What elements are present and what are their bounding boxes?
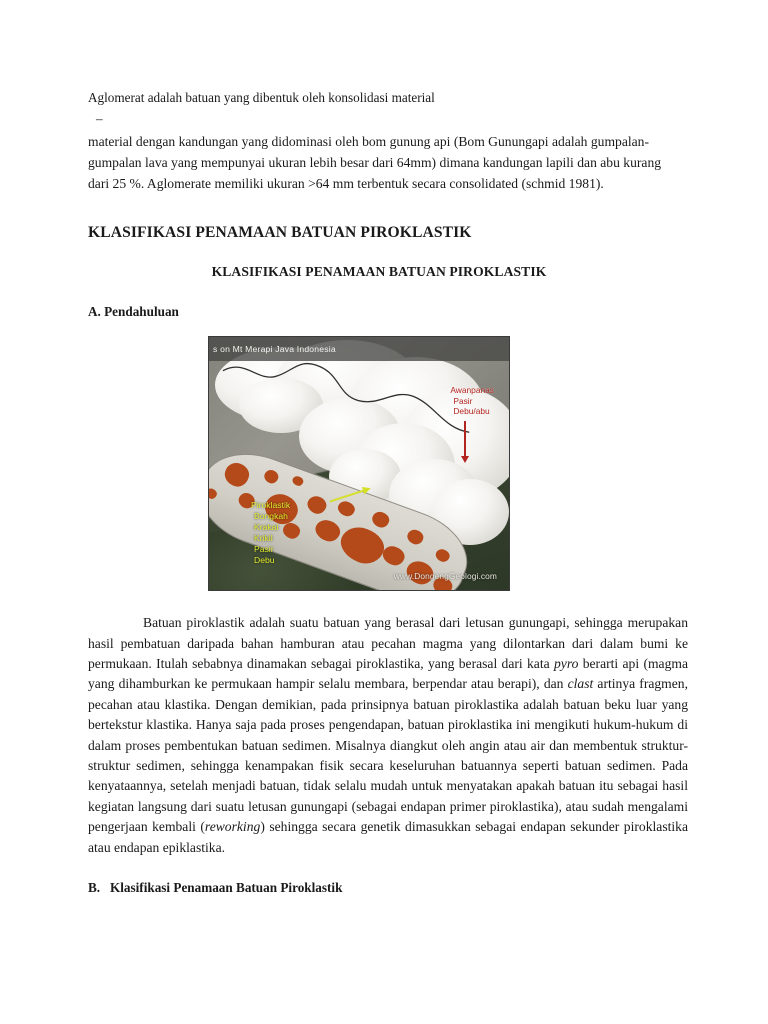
figure-container xyxy=(88,336,688,591)
section-b-label: Klasifikasi Penamaan Batuan Piroklastik xyxy=(110,879,343,895)
paragraph-part-1: Batuan piroklastik adalah suatu batuan yang berasal dari letusan gunungapi, sehingga merupakan hasil pembatuan daripada bahan hamburan atau pecahan magma yang dilontarkan dari dalam bumi ke permukaan. Itulah sebabnya dinamakan sebagai piroklastika, yang berasal dari kata xyxy=(88,615,688,672)
awanpanas-label xyxy=(450,385,494,416)
section-b-marker: B. xyxy=(88,879,101,895)
arrow-down-icon xyxy=(464,421,466,457)
awanpanas-item-1: Debu/abu xyxy=(453,405,490,416)
page-title: KLASIFIKASI PENAMAAN BATUAN PIROKLASTIK xyxy=(88,224,472,242)
figure-banner-caption: s on Mt Merapi Java Indonesia xyxy=(209,337,509,361)
italic-clast: clast xyxy=(567,676,594,692)
section-heading-a: A. Pendahuluan xyxy=(88,304,179,320)
piroklastik-item-4: Debu xyxy=(254,554,275,565)
paragraph-part-4: ) sehingga secara genetik dimasukkan sebagai endapan sekunder piroklastika atau endapan epiklastika. xyxy=(88,819,688,855)
piroklastik-label xyxy=(251,500,290,565)
piroklastik-item-3: Pasir xyxy=(254,543,274,554)
main-paragraph xyxy=(88,613,688,858)
piroklastik-title: Piroklastik xyxy=(251,500,291,511)
figure-watermark: www.DongengGeologi.com xyxy=(393,571,497,582)
piroklastik-item-2: Krikil xyxy=(254,532,273,543)
awanpanas-title: Awanpanas xyxy=(450,385,494,396)
intro-paragraph: material dengan kandungan yang didominasi oleh bom gunung api (Bom Gunungapi adalah gumpalan-gumpalan lava yang mempunyai ukuran lebih besar dari 64mm) dimana kandungan lapili dan abu kurang dari 25 %. Aglomerate memiliki ukuran >64 mm terbentuk secara consolidated (schmid 1981). xyxy=(88,134,662,191)
awanpanas-item-0: Pasir xyxy=(453,395,473,406)
section-heading-b xyxy=(88,880,688,896)
piroklastik-item-1: Krakal xyxy=(254,522,279,533)
intro-line-1: Aglomerat adalah batuan yang dibentuk oleh konsolidasi material xyxy=(88,90,435,105)
italic-pyro: pyro xyxy=(553,656,579,672)
piroklastik-item-0: Bongkah xyxy=(254,511,288,522)
paragraph-part-2: berarti api (magma yang dihamburkan ke permukaan hampir selalu membara, berpendar atau berapi), dan xyxy=(88,656,688,692)
italic-reworking: reworking xyxy=(204,819,261,835)
pyroclastic-flow-figure xyxy=(208,336,510,591)
page-subtitle: KLASIFIKASI PENAMAAN BATUAN PIROKLASTIK xyxy=(211,264,547,280)
intro-dash: – xyxy=(96,111,103,127)
paragraph-part-3: artinya fragmen, pecahan atau klastika. Dengan demikian, pada prinsipnya batuan piroklastika adalah batuan beku luar yang bertekstur klastika. Hanya saja pada proses pengendapan, batuan piroklastika ini mengikuti hukum-hukum di dalam proses pembentukan batuan sedimen. Misalnya diangkut oleh angin atau air dan membentuk struktur-struktur sedimen, sehingga kenampakan fisik secara keseluruhan batuannya seperti batuan sedimen. Pada kenyataannya, setelah menjadi batuan, tidak selalu mudah untuk menyatakan apakah batuan itu sebagai hasil kegiatan langsung dari suatu letusan gunungapi (sebagai endapan primer piroklastika), atau sudah mengalami pengerjaan kembali ( xyxy=(88,676,688,835)
